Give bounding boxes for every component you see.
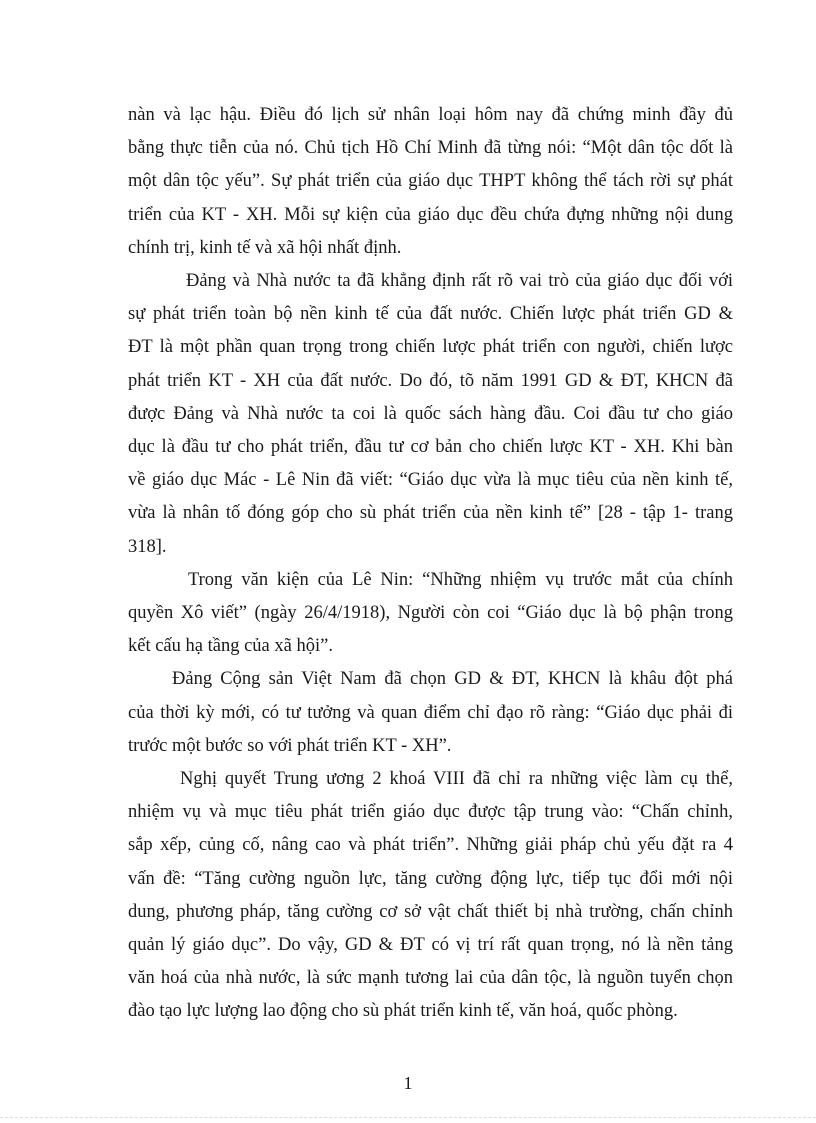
paragraph-4 bbox=[128, 663, 733, 763]
text-line: Nghị quyết Trung ương 2 khoá VIII đã chỉ ra những việc làm cụ thể, bbox=[180, 769, 733, 790]
text-line: phát triển KT - XH của đất nước. Do đó, tõ năm 1991 GD & ĐT, KHCN đã bbox=[128, 370, 733, 391]
text-line: đào tạo lực lượng lao động cho sù phát triển kinh tế, văn hoá, quốc phòng. bbox=[128, 1001, 678, 1022]
text-line: 318]. bbox=[128, 536, 167, 557]
page-number: 1 bbox=[403, 1073, 413, 1093]
text-line: ĐT là một phần quan trọng trong chiến lược phát triển con người, chiến lược bbox=[128, 337, 733, 358]
text-line: Đảng và Nhà nước ta đã khẳng định rất rõ vai trò của giáo dục đối với bbox=[186, 271, 733, 292]
text-line: một dân tộc yếu”. Sự phát triển của giáo dục THPT không thể tách rời sự phát bbox=[128, 171, 733, 192]
text-line: kết cấu hạ tầng của xã hội”. bbox=[128, 636, 333, 657]
text-line: vừa là nhân tố đóng góp cho sù phát triển của nền kinh tế” [28 - tập 1- trang bbox=[128, 503, 733, 524]
text-line: Trong văn kiện của Lê Nin: “Những nhiệm vụ trước mắt của chính bbox=[188, 569, 733, 590]
text-line: của thời kỳ mới, có tư tưởng và quan điểm chỉ đạo rõ ràng: “Giáo dục phải đi bbox=[128, 702, 733, 723]
text-line: Đảng Cộng sản Việt Nam đã chọn GD & ĐT, KHCN là khâu đột phá bbox=[172, 669, 733, 690]
text-line: về giáo dục Mác - Lê Nin đã viết: “Giáo dục vừa là mục tiêu của nền kinh tế, bbox=[128, 470, 733, 491]
text-line: vấn đề: “Tăng cường nguồn lực, tăng cường động lực, tiếp tục đổi mới nội bbox=[128, 868, 733, 889]
text-line: dung, phương pháp, tăng cường cơ sở vật chất thiết bị nhà trường, chấn chỉnh bbox=[128, 901, 733, 922]
text-line: quản lý giáo dục”. Do vậy, GD & ĐT có vị trí rất quan trọng, nó là nền tảng bbox=[128, 935, 733, 956]
paragraph-1 bbox=[128, 99, 733, 265]
text-line: trước một bước so với phát triển KT - XH”. bbox=[128, 735, 452, 756]
paragraph-2 bbox=[128, 265, 733, 564]
page-edge-divider bbox=[0, 1117, 816, 1118]
text-line: dục là đầu tư cho phát triển, đầu tư cơ bản cho chiến lược KT - XH. Khi bàn bbox=[128, 437, 733, 458]
body-text bbox=[128, 99, 733, 1029]
text-line: nàn và lạc hậu. Điều đó lịch sử nhân loại hôm nay đã chứng minh đầy đủ bbox=[128, 105, 733, 125]
text-line: sự phát triển toàn bộ nền kinh tế của đất nước. Chiến lược phát triển GD & bbox=[128, 304, 733, 325]
text-line: quyền Xô viết” (ngày 26/4/1918), Người còn coi “Giáo dục là bộ phận trong bbox=[128, 603, 733, 624]
text-line: được Đảng và Nhà nước ta coi là quốc sách hàng đầu. Coi đầu tư cho giáo bbox=[128, 403, 733, 424]
text-line: triển của KT - XH. Mỗi sự kiện của giáo dục đều chứa đựng những nội dung bbox=[128, 204, 733, 225]
text-line: nhiệm vụ và mục tiêu phát triển giáo dục được tập trung vào: “Chấn chỉnh, bbox=[128, 802, 733, 823]
text-line: sắp xếp, củng cố, nâng cao và phát triển”. Những giải pháp chủ yếu đặt ra 4 bbox=[128, 835, 733, 856]
text-line: văn hoá của nhà nước, là sức mạnh tương lai của dân tộc, là nguồn tuyển chọn bbox=[128, 968, 733, 989]
text-line: bằng thực tiễn của nó. Chủ tịch Hồ Chí Minh đã từng nói: “Một dân tộc dốt là bbox=[128, 138, 733, 159]
paragraph-3 bbox=[128, 564, 733, 664]
paragraph-5 bbox=[128, 763, 733, 1029]
text-line: chính trị, kinh tế và xã hội nhất định. bbox=[128, 237, 402, 258]
